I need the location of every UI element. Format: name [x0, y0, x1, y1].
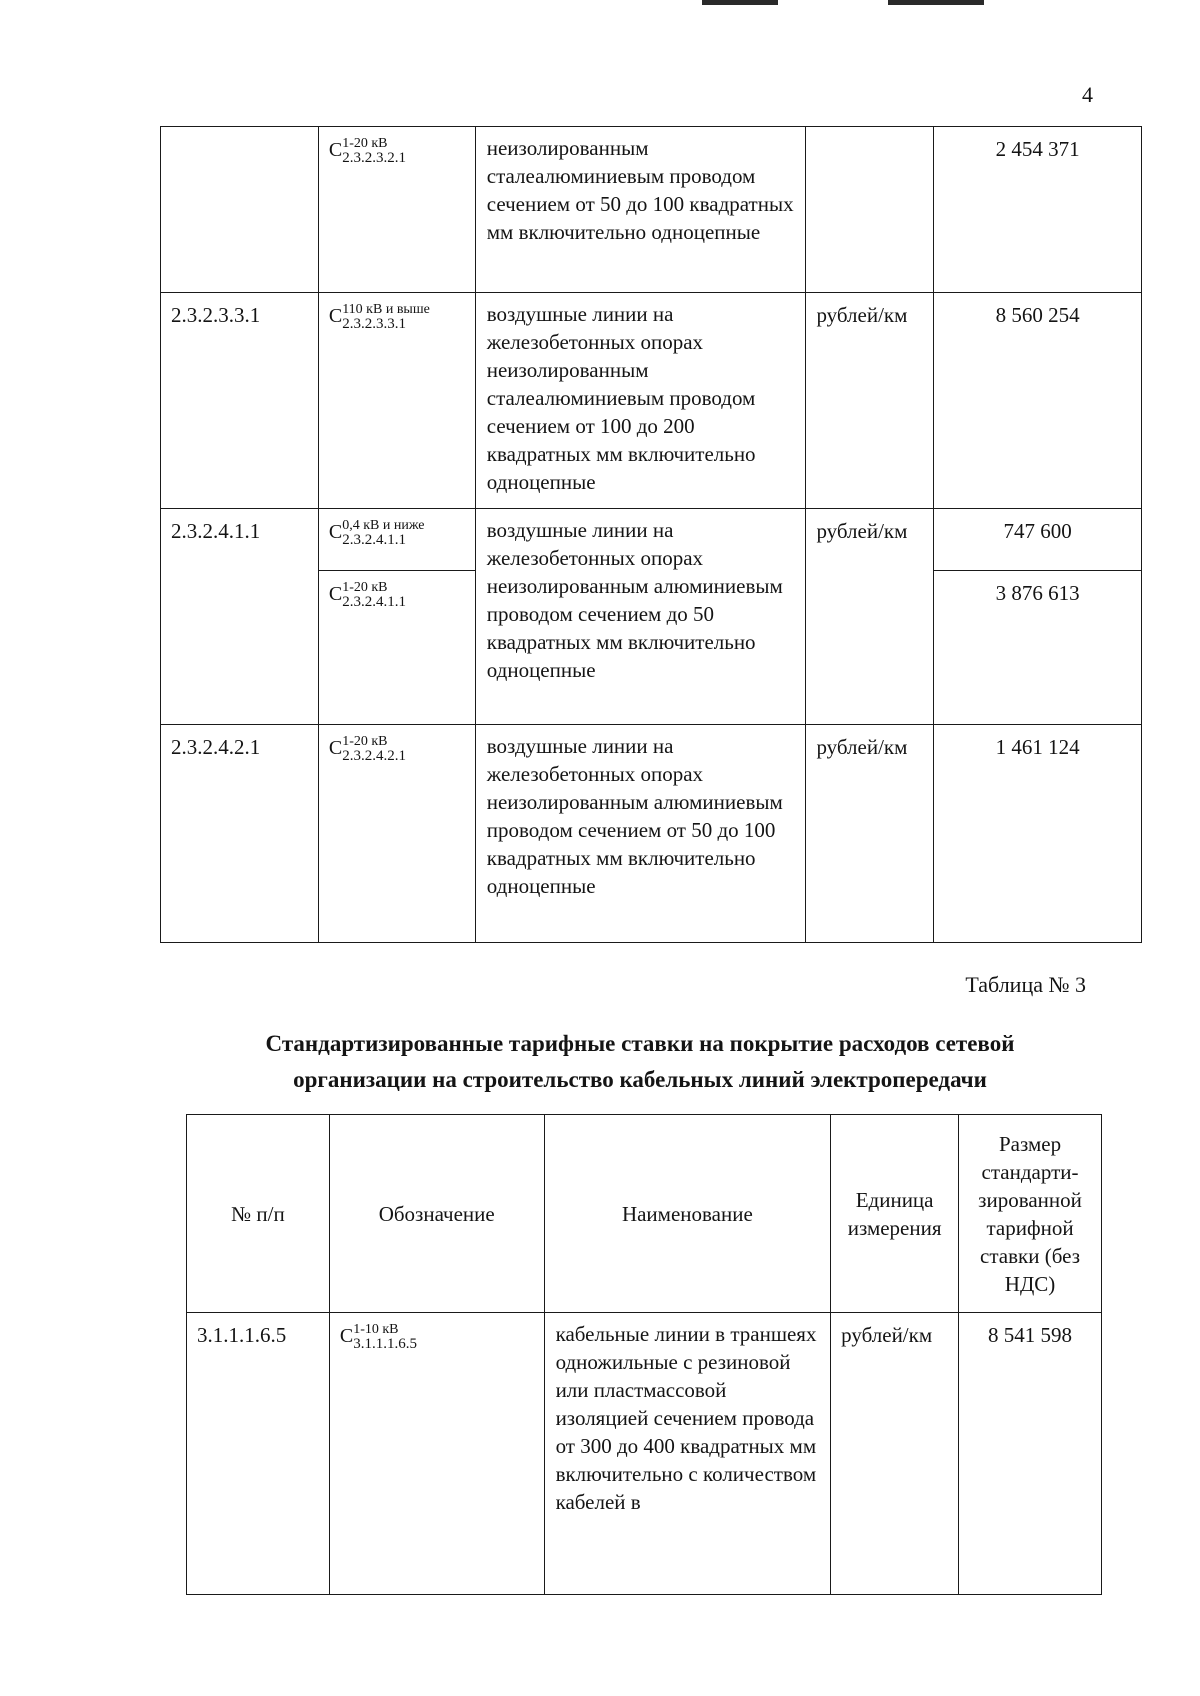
table-row — [161, 293, 1142, 509]
column-header-number: № п/п — [187, 1115, 330, 1313]
unit-cell: рублей/км — [806, 725, 934, 943]
designation-code: C 110 кВ и выше 2.3.2.3.3.1 — [328, 302, 430, 332]
designation-code: C 1-20 кВ 2.3.2.4.1.1 — [328, 580, 406, 610]
unit-cell — [806, 127, 934, 293]
designation-cell — [318, 509, 475, 571]
value-cell: 3 876 613 — [934, 571, 1142, 725]
row-number — [161, 127, 319, 293]
name-cell: кабельные линии в траншеях одножильные с резиновой или пластмассовой изоляцией сечением провода от 300 до 400 квадратных мм включительно с количеством кабелей в — [544, 1313, 831, 1595]
designation-code: C 0,4 кВ и ниже 2.3.2.4.1.1 — [328, 518, 425, 548]
designation-cell — [318, 725, 475, 943]
scan-artifact — [702, 0, 778, 5]
section-title — [140, 1026, 1140, 1098]
tariff-table-continued — [160, 126, 1142, 943]
value-cell: 2 454 371 — [934, 127, 1142, 293]
title-line: организации на строительство кабельных линий электропередачи — [293, 1067, 987, 1092]
unit-cell: рублей/км — [806, 509, 934, 725]
unit-cell: рублей/км — [831, 1313, 959, 1595]
designation-cell — [318, 127, 475, 293]
tariff-table-3 — [186, 1114, 1102, 1595]
row-number: 2.3.2.3.3.1 — [161, 293, 319, 509]
value-cell: 8 541 598 — [959, 1313, 1102, 1595]
designation-code: C 1-20 кВ 2.3.2.4.2.1 — [328, 734, 406, 764]
designation-code: C 1-20 кВ 2.3.2.3.2.1 — [328, 136, 406, 166]
column-header-value: Размер стандарти-зированной тарифной ставки (без НДС) — [959, 1115, 1102, 1313]
scan-artifact — [888, 0, 984, 5]
unit-cell: рублей/км — [806, 293, 934, 509]
page-number: 4 — [1082, 82, 1093, 107]
table-row — [187, 1313, 1102, 1595]
value-cell: 1 461 124 — [934, 725, 1142, 943]
value-cell: 8 560 254 — [934, 293, 1142, 509]
name-cell: воздушные линии на железобетонных опорах неизолированным алюминиевым проводом сечением от 50 до 100 квадратных мм включительно одноцепные — [475, 725, 806, 943]
value-cell: 747 600 — [934, 509, 1142, 571]
column-header-designation: Обозначение — [329, 1115, 544, 1313]
column-header-name: Наименование — [544, 1115, 831, 1313]
designation-code: C 1-10 кВ 3.1.1.1.6.5 — [339, 1322, 417, 1352]
designation-cell — [329, 1313, 544, 1595]
table-header-row — [187, 1115, 1102, 1313]
table-row — [161, 725, 1142, 943]
row-number: 2.3.2.4.1.1 — [161, 509, 319, 725]
row-number: 3.1.1.1.6.5 — [187, 1313, 330, 1595]
title-line: Стандартизированные тарифные ставки на покрытие расходов сетевой — [265, 1031, 1015, 1056]
table-row — [161, 509, 1142, 571]
table-caption: Таблица № 3 — [965, 972, 1086, 997]
designation-cell — [318, 293, 475, 509]
name-cell: воздушные линии на железобетонных опорах неизолированным сталеалюминиевым проводом сечением от 100 до 200 квадратных мм включительно одноцепные — [475, 293, 806, 509]
designation-cell — [318, 571, 475, 725]
name-cell: воздушные линии на железобетонных опорах неизолированным алюминиевым проводом сечением до 50 квадратных мм включительно одноцепные — [475, 509, 806, 725]
name-cell: неизолированным сталеалюминиевым проводом сечением от 50 до 100 квадратных мм включительно одноцепные — [475, 127, 806, 293]
table-row — [161, 127, 1142, 293]
column-header-unit: Единица измерения — [831, 1115, 959, 1313]
row-number: 2.3.2.4.2.1 — [161, 725, 319, 943]
